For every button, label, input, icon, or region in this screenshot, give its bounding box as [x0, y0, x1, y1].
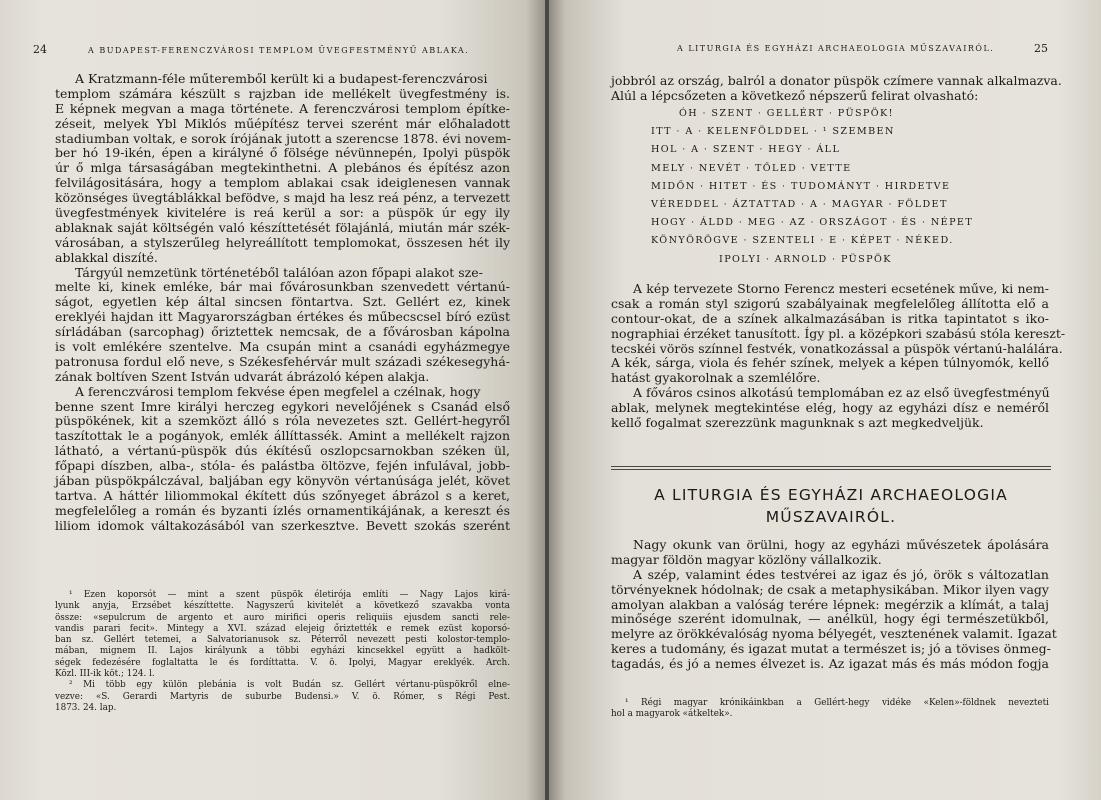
- text-line: ságot, egyetlen kép által sincsen föntartva. Szt. Gellért ez, kinek: [55, 294, 510, 310]
- footnote-line: 1873. 24. lap.: [55, 702, 117, 713]
- left-page: [0, 0, 548, 800]
- text-line: kellő fogalmat szerezzünk magunknak s azt megkedveljük.: [611, 415, 984, 431]
- text-line: minősége szerént idomulnak, — anélkül, hogy égi természetükből,: [611, 611, 1049, 627]
- text-line: úr ő mlga társaságában megtekinthetni. A plebános és építész azon: [55, 160, 510, 176]
- text-line: felvilágositására, hogy a templom ablakai csak ideiglenesen vannak: [55, 175, 510, 191]
- text-line: látható, a vértanú-püspök dús ékítésű oszlopcsarnokban széken ül,: [55, 443, 510, 459]
- section-title: MŰSZAVAIRÓL.: [765, 508, 897, 526]
- text-line: Alúl a lépcsőzeten a következő népszerű felirat olvasható:: [611, 87, 979, 103]
- text-line: liliom idomok váltakozásából van szerkesztve. Bevett szokás szerént: [55, 517, 510, 533]
- text-line: amolyan alakban a valóság terére lépnek: megérzik a klímát, a talaj: [611, 596, 1049, 612]
- footnotes: [55, 590, 510, 714]
- footnote-line: vandis parari fecit». Mintegy a XVI. század elejeig őriztették e remek ezüst koporsó-: [55, 623, 510, 634]
- text-line: jában püspökpálczával, baljában egy könyvön vértanúsága jelét, követ: [55, 473, 510, 489]
- text-line: zának boltíven Szent István udvarát ábrázoló képen alakja.: [55, 368, 430, 384]
- page-number: 25: [1034, 42, 1048, 55]
- text-line: sírládában (sarcophag) őriztettek nemcsak, de a fővárosban kápolna: [55, 324, 510, 340]
- text-line: A kép tervezete Storno Ferencz mesteri ecsetének műve, ki nem-: [633, 281, 1049, 296]
- inscription-line: IPOLYI · ARNOLD · PÜSPÖK: [719, 253, 892, 265]
- footnote-line: ¹ Régi magyar krónikáinkban a Gellért-hegy vidéke «Kelen»-földnek nevezteti: [625, 698, 1049, 708]
- text-line: templom számára készült s rajzban ide mellékelt üvegfestmény is.: [55, 85, 510, 101]
- text-line: ablaknak saját költségén való készíttetését fölajánlá, miután már szék-: [55, 219, 510, 235]
- body-text: [55, 72, 510, 534]
- section-rule: [611, 466, 1051, 467]
- inscription-line: HOGY · ÁLDD · MEG · AZ · ORSZÁGOT · ÉS · NÉPET: [651, 217, 974, 229]
- footnote-line: össze: «sepulcrum de argento et auro mirifici operis reliquiis ejusdem sancti rele-: [55, 612, 510, 623]
- text-line: ber hó 19-ikén, épen a királyné ő fölsége névünnepén, Ipolyi püspök: [55, 145, 510, 161]
- page-number: 24: [33, 43, 47, 56]
- text-line: taszítottak le a pogányok, emlék állíttassék. Amint a mellékelt rajzon: [55, 428, 510, 444]
- section-title: A LITURGIA ÉS EGYHÁZI ARCHAEOLOGIA: [654, 486, 1008, 504]
- text-line: tartva. A háttér liliommokal ékített dús szőnyeget ábrázol s a keret,: [55, 487, 510, 503]
- footnote-line: ² Mi több egy külön plebánia is volt Budán sz. Gellért vértanu-püspökről elne-: [69, 680, 510, 691]
- footnote-line: ¹ Ezen koporsót — mint a szent püspök életirója említi — Nagy Lajos kirá-: [69, 590, 510, 600]
- text-line: nographiai érzéket tanusított. Így pl. a középkori szabású stóla kereszt-: [611, 325, 1066, 341]
- text-line: jobbról az ország, balról a donator püspök czímere vannak alkalmazva.: [611, 73, 1062, 88]
- text-line: patronusa fordul elő neve, s Székesfehérvár mult századi székesegyhá-: [55, 353, 510, 369]
- text-line: ablak, melynek megtekintése elég, hogy az egyházi dísz e neméről: [611, 400, 1049, 416]
- body-text: [611, 281, 1066, 431]
- footnote-line: ban sz. Gellért tetemei, a Salvatorianusok sz. Péterről nevezett pesti kolostor-templo-: [55, 635, 510, 646]
- inscription-line: MELY · NEVÉT · TŐLED · VETTE: [651, 162, 852, 174]
- footnote-line: mában, mignem II. Lajos királyunk a többi egyházi kincsekkel együtt a hadkölt-: [55, 646, 510, 657]
- right-page: [549, 0, 1101, 800]
- section-rule: [611, 469, 1051, 470]
- text-line: A kék, sárga, viola és fehér színek, melyek a képen túlnyomók, kellő: [611, 355, 1049, 371]
- text-line: E képnek megvan a maga története. A ferenczvárosi templom építke-: [55, 100, 510, 116]
- running-header: A LITURGIA ÉS EGYHÁZI ARCHAEOLOGIA MŰSZAVAIRÓL.: [677, 44, 995, 53]
- text-line: Tárgyúl nemzetünk történetéből találóan azon főpapi alakot sze-: [75, 264, 483, 280]
- text-line: contour-okat, de a színek alkalmazásában is ritka tapintatot s iko-: [611, 310, 1049, 326]
- text-line: püspökének, kit a szemközt álló s róla nevezetes szt. Gellért-hegyről: [55, 413, 510, 429]
- footnote-line: vezve: «S. Gerardi Martyris de suburbe Budensi.» V. ö. Rómer, s Régi Pest.: [55, 691, 510, 702]
- text-line: A ferenczvárosi templom fekvése épen megfelel a czélnak, hogy: [75, 383, 481, 399]
- text-line: ereklyéi hajdan itt Magyarországban értékes és műbecscsel bíró ezüst: [55, 309, 510, 325]
- text-line: törvényeknek hódolnak; de csak a metaphysikában. Mikor ilyen vagy: [611, 581, 1049, 597]
- text-line: csak a román styl szigorú szabályainak megfelelőleg állította elő a: [611, 295, 1049, 311]
- text-line: A főváros csinos alkotású templomában ez az első üvegfestményű: [633, 385, 1050, 401]
- inscription-line: ÓH · SZENT · GELLÉRT · PÜSPÖK!: [679, 108, 894, 119]
- footnote-line: Közl. III-ik köt.; 124. l.: [55, 669, 155, 680]
- footnote-line: hol a magyarok «átkeltek».: [611, 709, 733, 720]
- text-line: Nagy okunk van örülni, hogy az egyházi művészetek ápolására: [633, 537, 1049, 552]
- text-line: hatást gyakorolnak a szemlélőre.: [611, 370, 821, 386]
- text-line: A szép, valamint édes testvérei az igaz és jó, örök s változatlan: [633, 566, 1049, 582]
- inscription-line: ITT · A · KELENFÖLDDEL · ¹ SZEMBEN: [651, 126, 895, 138]
- text-line: benne szent Imre királyi herczeg egykori nevelőjének s Csanád első: [55, 398, 510, 414]
- text-line: megfelelőleg a román és byzanti ízlés ornamentikájának, a kereszt és: [55, 502, 510, 518]
- text-line: városában, a stylszerűleg helyreállított templomokat, összesen hét ily: [55, 234, 510, 250]
- inscription-line: VÉREDDEL · ÁZTATTAD · A · MAGYAR · FÖLDET: [651, 198, 948, 210]
- text-line: zéseit, melyek Ybl Miklós műépítész tervei szerént már előhaladott: [55, 115, 510, 131]
- intro-text: [611, 73, 1062, 104]
- text-line: tagadás, és jó a nemes élvezet is. Az igazat más és más módon fogja: [611, 656, 1049, 672]
- footnotes: [611, 698, 1049, 721]
- footnote-line: lyunk anyja, Erzsébet készíttette. Nagyszerű kivitelét a következő szavakba vonta: [55, 601, 510, 612]
- text-line: A Kratzmann-féle műteremből került ki a budapest-ferenczvárosi: [75, 71, 488, 86]
- text-line: stadiumban voltak, e sorok írójának jutott a szerencse 1878. évi novem-: [55, 130, 511, 146]
- text-line: magyar földön magyar közlöny vállalkozik.: [611, 551, 882, 567]
- running-header: A BUDAPEST-FERENCZVÁROSI TEMPLOM ÜVEGFESTMÉNYŰ ABLAKA.: [88, 46, 470, 55]
- text-line: melyre az örökkévalóság nyoma bélyegét, vesztenének valamit. Igazat: [611, 626, 1057, 642]
- text-line: közönséges üvegtáblákkal befödve, s majd ha lesz reá pénz, a tervezett: [55, 190, 510, 206]
- inscription: [651, 108, 973, 272]
- text-line: főpapi díszben, alba-, stóla- és palástba öltözve, fején infulával, jobb-: [55, 458, 510, 474]
- text-line: is volt emlékére szentelve. Ma csupán mint a csanádi egyházmegye: [55, 339, 510, 355]
- text-line: melte ki, kinek emléke, bár mai fővárosunkban szenvedett vértanú-: [55, 279, 510, 295]
- text-line: keres a tudomány, és igazat mutat a természet is; jó a tövises önmeg-: [611, 641, 1051, 657]
- inscription-line: KÖNYÖRÖGVE · SZENTELI · E · KÉPET · NÉKED.: [651, 235, 954, 247]
- inscription-line: MIDŐN · HITET · ÉS · TUDOMÁNYT · HIRDETVE: [651, 180, 951, 192]
- footnote-line: ségek fedezésére foglaltatta le és fordíttatta. V. ö. Ipolyi, Magyar ereklyék. Arch.: [55, 657, 510, 668]
- inscription-line: HOL · A · SZENT · HEGY · ÁLL: [651, 144, 841, 156]
- text-line: üvegfestmények kivitelére is reá kerül a sor: a püspök úr egy ily: [55, 205, 510, 221]
- text-line: ablakkal diszíté.: [55, 249, 158, 265]
- text-line: tecskéi vörös színnel festvék, vonatkozással a püspök vértanú-halálára.: [611, 340, 1063, 356]
- section-body-text: [611, 537, 1057, 672]
